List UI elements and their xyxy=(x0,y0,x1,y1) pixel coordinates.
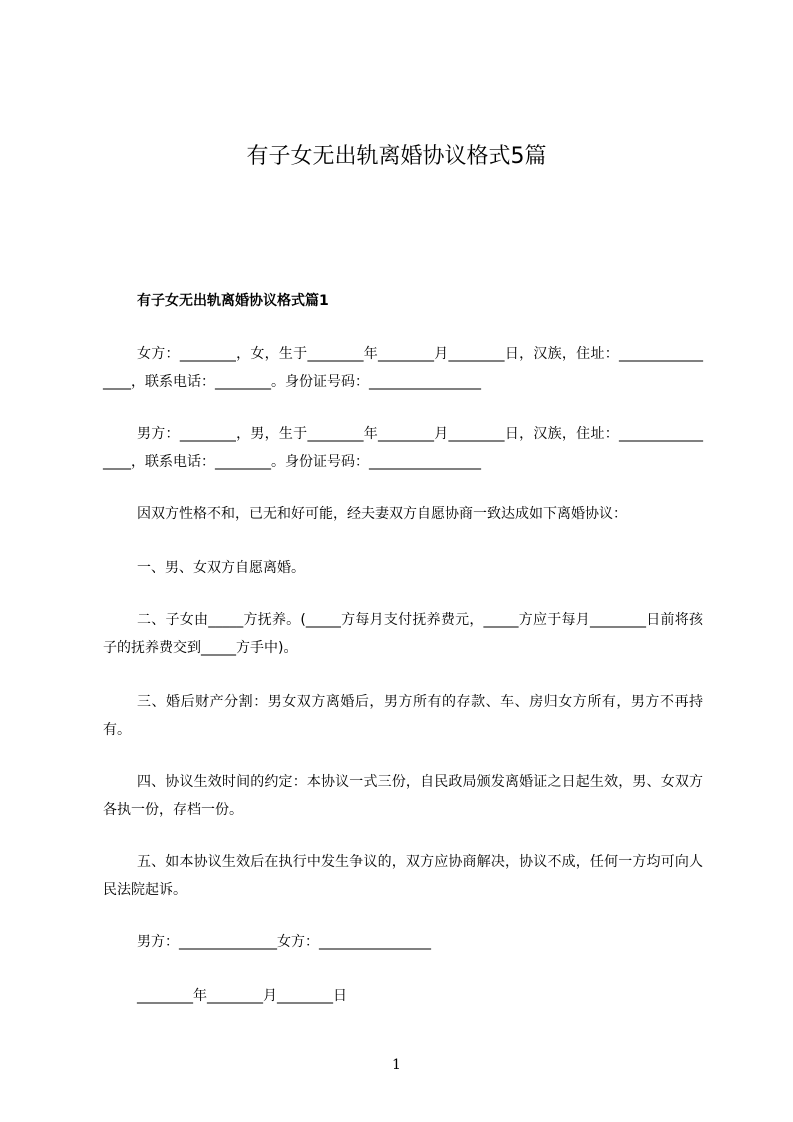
date-line: ________年________月________日 xyxy=(137,988,347,1004)
section-heading: 有子女无出轨离婚协议格式篇1 xyxy=(137,293,329,309)
document-title: 有子女无出轨离婚协议格式5篇 xyxy=(246,144,547,169)
paragraph-clause-1: 一、男、女双方自愿离婚。 xyxy=(137,560,305,576)
paragraph-wife-info: 女方：________，女，生于________年________月________日，汉族，住址：________________，联系电话：________。身份证号码：________________ xyxy=(103,346,703,390)
paragraph-clause-5: 五、如本协议生效后在执行中发生争议的，双方应协商解决，协议不成，任何一方均可向人民法院起诉。 xyxy=(103,854,703,898)
paragraph-intro: 因双方性格不和，已无和好可能，经夫妻双方自愿协商一致达成如下离婚协议： xyxy=(137,506,627,522)
page-number: 1 xyxy=(392,1057,401,1073)
paragraph-clause-4: 四、协议生效时间的约定：本协议一式三份，自民政局颁发离婚证之日起生效，男、女双方各执一份，存档一份。 xyxy=(103,774,703,818)
paragraph-clause-3: 三、婚后财产分割：男女双方离婚后，男方所有的存款、车、房归女方所有，男方不再持有。 xyxy=(103,694,703,738)
signature-line: 男方：______________女方：________________ xyxy=(137,934,431,950)
paragraph-clause-2: 二、子女由_____方抚养。(_____方每月支付抚养费元，_____方应于每月________日前将孩子的抚养费交到_____方手中)。 xyxy=(103,612,703,656)
paragraph-husband-info: 男方：________，男，生于________年________月________日，汉族，住址：________________，联系电话：________。身份证号码：________________ xyxy=(103,426,703,470)
